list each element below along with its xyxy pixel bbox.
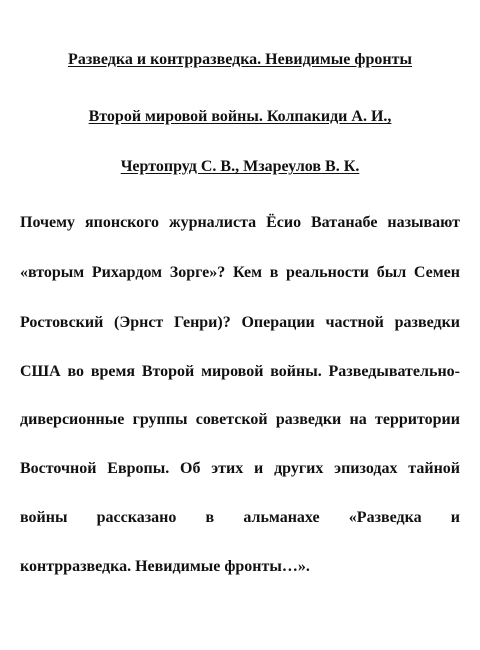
body-line-6: Восточной Европы. Об этих и других эпизодах тайной	[20, 460, 460, 477]
title-line-3: Чертопруд С. В., Мзареулов В. К.	[120, 158, 360, 175]
title-line-1: Разведка и контрразведка. Невидимые фронты	[68, 51, 412, 68]
body-line-2: «вторым Рихардом Зорге»? Кем в реальности был Семен	[20, 264, 460, 281]
title-line-2: Второй мировой войны. Колпакиди А. И.,	[88, 108, 392, 125]
body-line-3: Ростовский (Эрнст Генри)? Операции частной разведки	[20, 314, 460, 331]
body-line-8: контрразведка. Невидимые фронты…».	[20, 558, 310, 575]
body-line-4: США во время Второй мировой войны. Разведывательно-	[20, 363, 460, 380]
body-line-7: войны рассказано в альманахе «Разведка и	[20, 509, 460, 526]
body-line-1: Почему японского журналиста Ёсио Ватанабе называют	[20, 214, 460, 231]
body-line-5: диверсионные группы советской разведки на территории	[20, 411, 460, 428]
